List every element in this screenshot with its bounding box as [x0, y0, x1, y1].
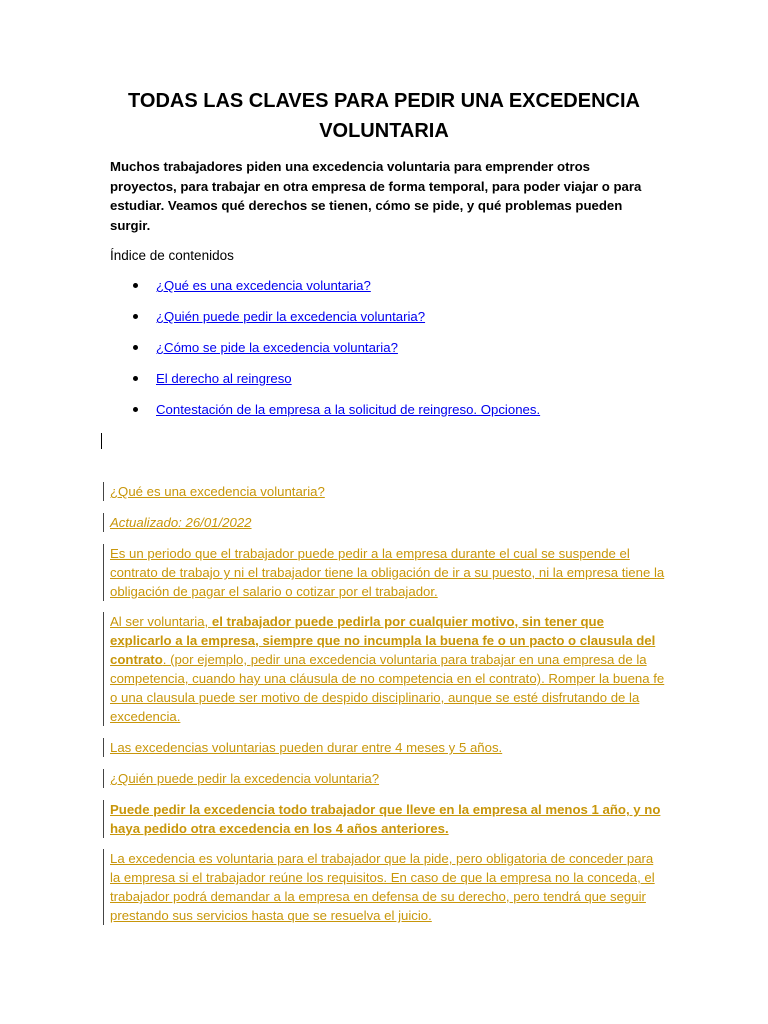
paragraph-obligatoria: La excedencia es voluntaria para el trabajador que la pide, pero obligatoria de conceder para la empresa si el trabajador reúne los requisitos. En caso de que la empresa no la conceda, el trabajador podrá demandar a la empresa en defensa de su derecho, pero tendrá que seguir prestando sus servicios hasta que se resuelva el juicio.	[110, 849, 665, 925]
paragraph-voluntaria-bold: el trabajador puede pedirla por cualquier motivo, sin tener que explicarlo a la empresa, siempre que no incumpla la buena fe o un pacto o clausula del contrato	[110, 614, 656, 667]
toc-item	[130, 400, 540, 431]
toc-item	[130, 276, 540, 307]
paragraph-voluntaria-end: . (por ejemplo, pedir una excedencia voluntaria para trabajar en una empresa de la competencia, cuando hay una cláusula de no competencia en el contrato). Romper la buena fe o una clausula puede ser motivo de despido disciplinario, aunque se esté disfrutando de la excedencia.	[110, 652, 665, 724]
updated-date	[110, 513, 665, 532]
paragraph-definition: Es un periodo que el trabajador puede pedir a la empresa durante el cual se suspende el contrato de trabajo y ni el trabajador tiene la obligación de ir a su puesto, ni la empresa tiene la obligación de pagar el salario o cotizar por el trabajador.	[110, 546, 665, 599]
toc-link-que-es[interactable]: ¿Qué es una excedencia voluntaria?	[156, 278, 371, 293]
toc-list	[130, 276, 540, 431]
text-cursor	[101, 433, 102, 449]
paragraph-requisitos-bold: Puede pedir la excedencia todo trabajador que lleve en la empresa al menos 1 año, y no haya pedido otra excedencia en los 4 años anteriores.	[110, 802, 661, 836]
paragraph-duracion: Las excedencias voluntarias pueden durar entre 4 meses y 5 años.	[110, 738, 665, 757]
intro-paragraph: Muchos trabajadores piden una excedencia voluntaria para emprender otros proyectos, para trabajar en otra empresa de forma temporal, para poder viajar o para estudiar. Veamos qué derechos se tienen, cómo se pide, y qué problemas pueden surgir.	[110, 159, 642, 233]
document-title: TODAS LAS CLAVES PARA PEDIR UNA EXCEDENCIA VOLUNTARIA	[128, 90, 640, 142]
paragraph-voluntaria-start: Al ser voluntaria,	[110, 614, 212, 629]
toc-item	[130, 307, 540, 338]
paragraph-requisitos	[110, 800, 665, 838]
paragraph-voluntaria	[110, 612, 665, 726]
section-heading-que-es: ¿Qué es una excedencia voluntaria?	[110, 482, 665, 501]
toc-link-quien-puede[interactable]: ¿Quién puede pedir la excedencia voluntaria?	[156, 309, 426, 324]
updated-date-text: Actualizado: 26/01/2022	[110, 515, 252, 530]
toc-link-como-se-pide[interactable]: ¿Cómo se pide la excedencia voluntaria?	[156, 340, 398, 355]
toc-item	[130, 338, 540, 369]
toc-link-reingreso[interactable]: El derecho al reingreso	[156, 371, 292, 386]
toc-heading: Índice de contenidos	[110, 248, 234, 263]
section-heading-quien-puede: ¿Quién puede pedir la excedencia voluntaria?	[110, 769, 665, 788]
toc-item	[130, 369, 540, 400]
toc-link-contestacion[interactable]: Contestación de la empresa a la solicitud de reingreso. Opciones.	[156, 402, 541, 417]
